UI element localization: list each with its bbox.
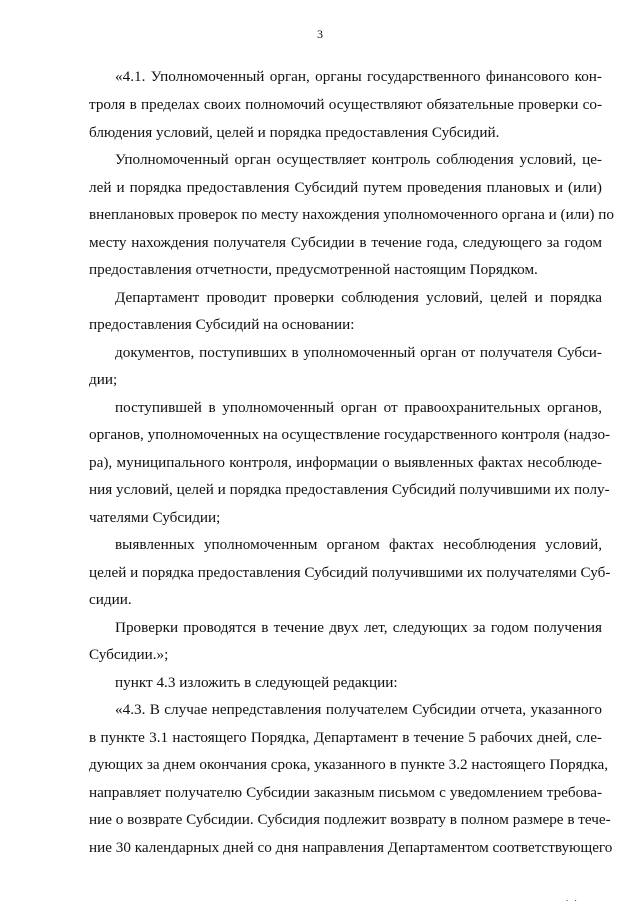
page-number: 3 <box>317 27 323 41</box>
corner-mark: . . <box>566 893 579 903</box>
text-line: целей и порядка предоставления Субсидий получившими их получателями Суб- <box>89 564 611 581</box>
text-line: Субсидии.»; <box>89 646 169 663</box>
text-line: органов, уполномоченных на осуществление государственного контроля (надзо- <box>89 426 611 443</box>
text-line: ния условий, целей и порядка предоставления Субсидий получившими их полу- <box>89 481 610 498</box>
text-line: пункт 4.3 изложить в следующей редакции: <box>115 674 398 691</box>
text-line: Уполномоченный орган осуществляет контроль соблюдения условий, це- <box>115 151 602 168</box>
text-line: документов, поступивших в уполномоченный орган от получателя Субси- <box>115 344 602 361</box>
text-line: дии; <box>89 371 118 388</box>
text-line: предоставления Субсидий на основании: <box>89 316 355 333</box>
text-line: чателями Субсидии; <box>89 509 221 526</box>
text-line: дующих за днем окончания срока, указанного в пункте 3.2 настоящего Порядка, <box>89 756 609 773</box>
text-line: предоставления отчетности, предусмотренной настоящим Порядком. <box>89 261 538 278</box>
text-line: внеплановых проверок по месту нахождения уполномоченного органа и (или) по <box>89 206 615 223</box>
text-line: Департамент проводит проверки соблюдения условий, целей и порядка <box>115 289 602 306</box>
text-line: поступившей в уполномоченный орган от правоохранительных органов, <box>115 399 602 416</box>
text-line: блюдения условий, целей и порядка предоставления Субсидий. <box>89 124 500 141</box>
text-line: ние о возврате Субсидии. Субсидия подлежит возврату в полном размере в тече- <box>89 811 611 828</box>
text-line: ние 30 календарных дней со дня направления Департаментом соответствующего <box>89 839 613 856</box>
text-line: троля в пределах своих полномочий осуществляют обязательные проверки со- <box>89 96 602 113</box>
text-line: в пункте 3.1 настоящего Порядка, Департамент в течение 5 рабочих дней, сле- <box>89 729 602 746</box>
text-line: сидии. <box>89 591 132 608</box>
text-line: Проверки проводятся в течение двух лет, следующих за годом получения <box>115 619 602 636</box>
text-line: «4.1. Уполномоченный орган, органы государственного финансового кон- <box>115 68 602 85</box>
text-line: ра), муниципального контроля, информации о выявленных фактах несоблюде- <box>89 454 602 471</box>
text-line: месту нахождения получателя Субсидии в течение года, следующего за годом <box>89 234 602 251</box>
text-line: направляет получателю Субсидии заказным письмом с уведомлением требова- <box>89 784 602 801</box>
text-line: «4.3. В случае непредставления получателем Субсидии отчета, указанного <box>115 701 602 718</box>
text-line: выявленных уполномоченным органом фактах несоблюдения условий, <box>115 536 602 553</box>
text-line: лей и порядка предоставления Субсидий путем проведения плановых и (или) <box>89 179 602 196</box>
